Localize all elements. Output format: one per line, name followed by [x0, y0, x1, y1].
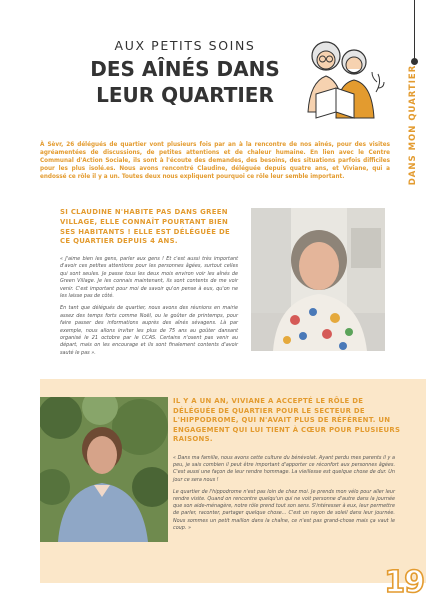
section-sidebar	[406, 64, 420, 186]
claudine-photo	[251, 208, 385, 351]
section-2-paragraph-2: Le quartier de l'hippodrome n'est pas loin de chez moi. Je prends mon vélo pour aller leur rendre visite. Quand on rencontre quelqu'un qui ne voit personne d'autre dans la journée que son aide-ménagère, notre rôle prend tout son sens. S'intéresser à eux, leur permettre de parler, raconter, partager quelque chose... C'est un rayon de soleil dans leur journée. Nous sommes un petit maillon dans la chaîne, ce n'est pas grand-chose mais ça vaut le coup. »	[173, 488, 395, 531]
title-line-1: DES AÎNÉS DANS	[90, 57, 280, 81]
sidebar-divider	[414, 0, 415, 60]
article-title	[60, 56, 310, 108]
section-1-quote	[60, 256, 238, 362]
section-1-paragraph-2: En tant que délégués de quartier, nous avons des réunions en mairie assez des temps forts comme Noël, ou le goûter de printemps, pour faire passer des informations auprès des aînés sévagens. Là par exemple, nous allons inviter les plus de 75 ans au goûter dansant organisé le 21 octobre par le CCAS. Certains n'osent pas venir au départ, mais on les encourage et ils sont finalement contents d'avoir sauté le pas ».	[60, 305, 238, 356]
section-2-quote	[173, 455, 395, 537]
section-label: DANS MON QUARTIER	[408, 64, 418, 186]
title-line-2: LEUR QUARTIER	[96, 83, 274, 107]
elderly-couple-reading-illustration	[292, 32, 388, 128]
page-number: 19	[384, 565, 424, 600]
section-1-heading: SI CLAUDINE N'HABITE PAS DANS GREEN VILLAGE, ELLE CONNAÎT POURTANT BIEN SES HABITANTS ! ELLE EST DÉLÉGUÉE DE CE QUARTIER DEPUIS 4 ANS.	[60, 208, 230, 246]
intro-paragraph: À Sèvr, 26 délégués de quartier vont plusieurs fois par an à la rencontre de nos aînés, pour des visites agréamentées de discussions, de petites attentions et de chaleur humaine. En lien avec le Centre Communal d'Action Sociale, ils sont à l'écoute des demandes, des besoins, des situations parfois difficiles pour les plus isolé.es. Nous avons rencontré Claudine, déléguée depuis quatre ans, et Viviane, qui a endossé ce rôle il y a un. Toutes deux nous expliquent pourquoi ce rôle leur semble important.	[40, 142, 390, 181]
viviane-photo	[40, 397, 168, 542]
section-1-paragraph-1: « J'aime bien les gens, parler aux gens ! Et c'est aussi très important d'avoir ces petites attentions pour les personnes âgées, surtout celles qui sont seules. Je passe tous les deux mois environ voir les aînés de Green Village. Je les connais maintenant, ils sont contents de me voir venir. C'est important pour moi de savoir qu'on pense à eux, qu'on ne les laisse pas de côté.	[60, 256, 238, 300]
section-2-paragraph-1: « Dans ma famille, nous avons cette culture du bénévolat. Ayant perdu mes parents il y a peu, je sais combien il peut être important d'apporter ce réconfort aux personnes âgées. C'est aussi une façon de leur rendre hommage. La vieillesse est quelque chose de dur. Un jour ce sera nous !	[173, 455, 395, 483]
article-kicker: AUX PETITS SOINS	[114, 38, 256, 53]
section-2-heading: IL Y A UN AN, VIVIANE A ACCEPTÉ LE RÔLE DE DÉLÉGUÉE DE QUARTIER POUR LE SECTEUR DE L'HIPPODROME, QUI N'AVAIT PLUS DE RÉFÉRENT. UN ENGAGEMENT QUI LUI TIENT À CŒUR POUR PLUSIEURS RAISONS.	[173, 397, 401, 443]
